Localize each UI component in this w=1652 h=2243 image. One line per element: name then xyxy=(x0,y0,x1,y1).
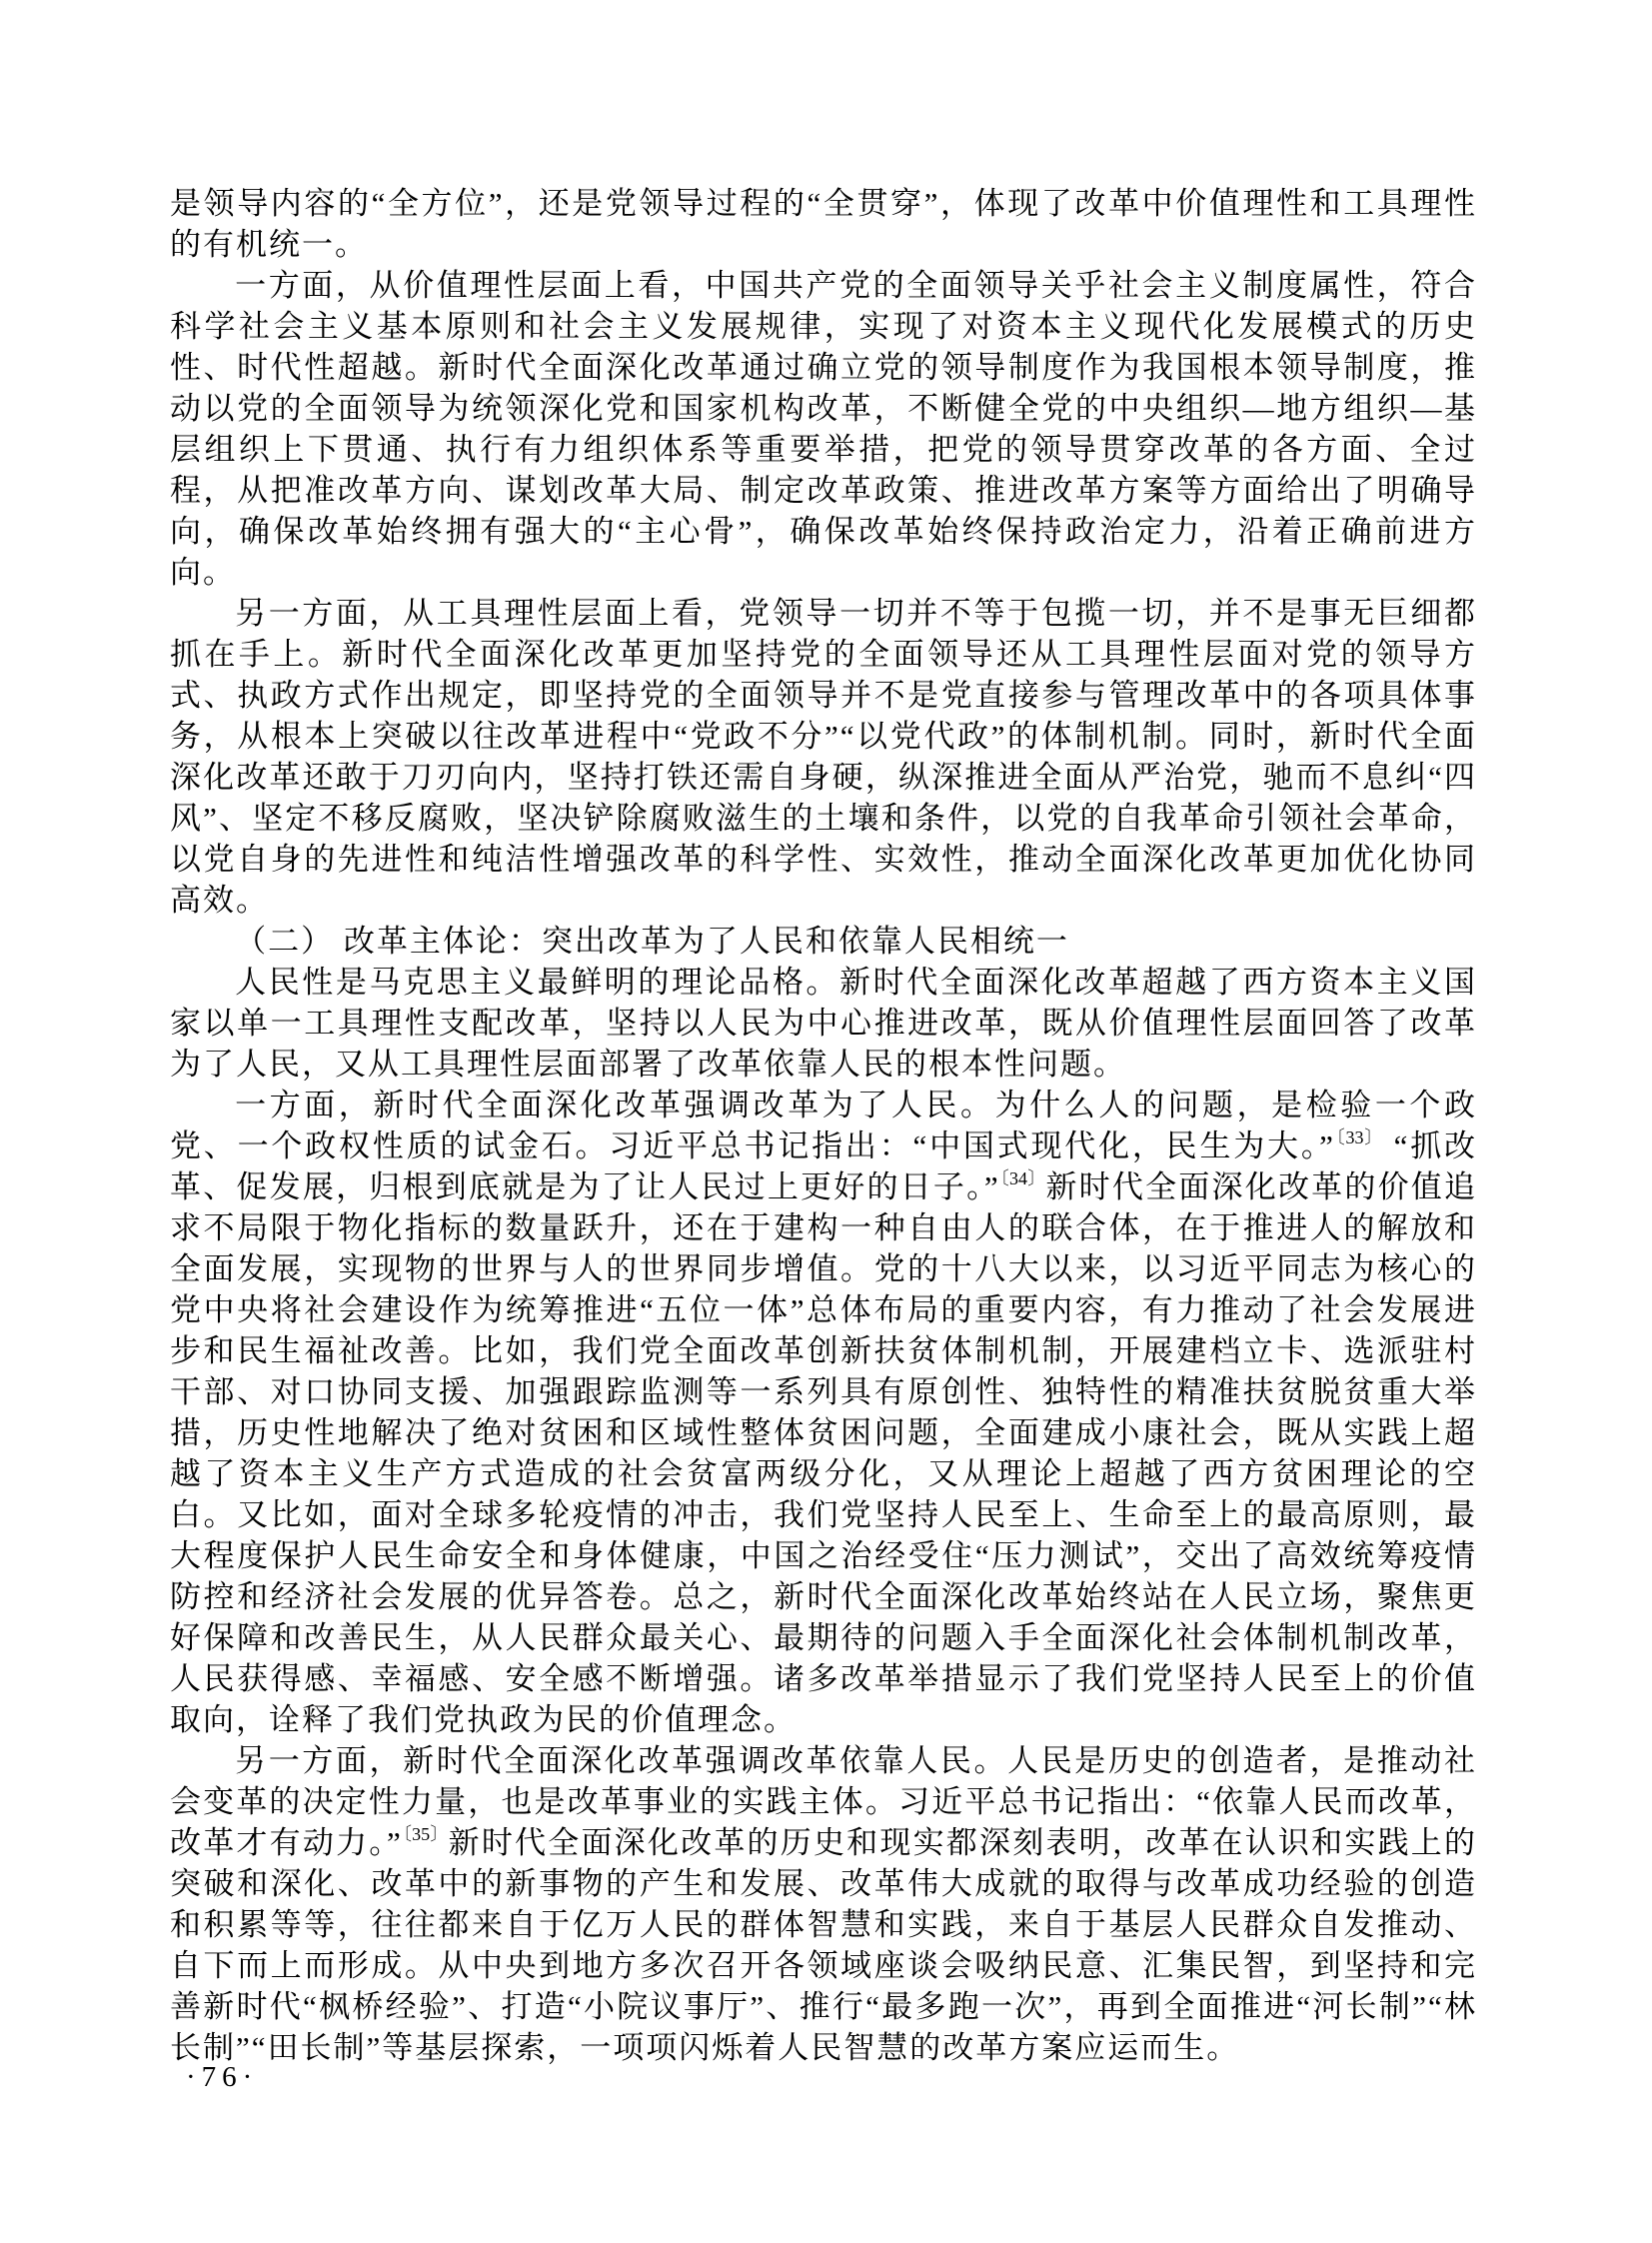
page-number: ·76· xyxy=(186,2061,259,2093)
paragraph-continuation: 是领导内容的“全方位”，还是党领导过程的“全贯穿”，体现了改革中价值理性和工具理性的有机统一。 xyxy=(170,186,1477,262)
footnote-ref-35: 〔35〕 xyxy=(402,1824,449,1844)
paragraph-text: 一方面，新时代全面深化改革强调改革为了人民。为什么人的问题，是检验一个政党、一个政权性质的试金石。习近平总书记指出：“中国式现代化，民生为大。” xyxy=(170,1088,1477,1163)
paragraph-text: 新时代全面深化改革的价值追求不局限于物化指标的数量跃升，还在于建构一种自由人的联合体，在于推进人的解放和全面发展，实现物的世界与人的世界同步增值。党的十八大以来，以习近平同志为核心的党中央将社会建设作为统筹推进“五位一体”总体布局的重要内容，有力推动了社会发展进步和民生福祉改善。比如，我们党全面改革创新扶贫体制机制，开展建档立卡、选派驻村干部、对口协同支援、加强跟踪监测等一系列具有原创性、独特性的精准扶贫脱贫重大举措，历史性地解决了绝对贫困和区域性整体贫困问题，全面建成小康社会，既从实践上超越了资本主义生产方式造成的社会贫富两级分化，又从理论上超越了西方贫困理论的空白。又比如，面对全球多轮疫情的冲击，我们党坚持人民至上、生命至上的最高原则，最大程度保护人民生命安全和身体健康，中国之治经受住“压力测试”，交出了高效统筹疫情防控和经济社会发展的优异答卷。总之，新时代全面深化改革始终站在人民立场，聚焦更好保障和改善民生，从人民群众最关心、最期待的问题入手全面深化社会体制机制改革，人民获得感、幸福感、安全感不断增强。诸多改革举措显示了我们党坚持人民至上的价值取向，诠释了我们党执政为民的价值理念。 xyxy=(170,1169,1478,1737)
paragraph-text: “抓改革、促发展，归根到底就是为了让人民过上更好的日子。” xyxy=(170,1128,1477,1204)
paragraph-instrumental-rationality: 另一方面，从工具理性层面上看，党领导一切并不等于包揽一切，并不是事无巨细都抓在手上。新时代全面深化改革更加坚持党的全面领导还从工具理性层面对党的领导方式、执政方式作出规定，即坚持党的全面领导并不是党直接参与管理改革中的各项具体事务，从根本上突破以往改革进程中“党政不分”“以党代政”的体制机制。同时，新时代全面深化改革还敢于刀刃向内，坚持打铁还需自身硬，纵深推进全面从严治党，驰而不息纠“四风”、坚定不移反腐败，坚决铲除腐败滋生的土壤和条件，以党的自我革命引领社会革命，以党自身的先进性和纯洁性增强改革的科学性、实效性，推动全面深化改革更加优化协同高效。 xyxy=(170,596,1477,918)
footnote-ref-34: 〔34〕 xyxy=(999,1168,1046,1188)
article-body xyxy=(170,183,1477,2068)
paragraph-reform-for-people xyxy=(170,1085,1477,1740)
paragraph-value-rationality: 一方面，从价值理性层面上看，中国共产党的全面领导关乎社会主义制度属性，符合科学社会主义基本原则和社会主义发展规律，实现了对资本主义现代化发展模式的历史性、时代性超越。新时代全面深化改革通过确立党的领导制度作为我国根本领导制度，推动以党的全面领导为统领深化党和国家机构改革，不断健全党的中央组织—地方组织—基层组织上下贯通、执行有力组织体系等重要举措，把党的领导贯穿改革的各方面、全过程，从把准改革方向、谋划改革大局、制定改革政策、推进改革方案等方面给出了明确导向，确保改革始终拥有强大的“主心骨”，确保改革始终保持政治定力，沿着正确前进方向。 xyxy=(170,268,1477,590)
paragraph-text: 另一方面，新时代全面深化改革强调改革依靠人民。人民是历史的创造者，是推动社会变革的决定性力量，也是改革事业的实践主体。习近平总书记指出：“依靠人民而改革，改革才有动力。” xyxy=(170,1743,1477,1860)
paragraph-reform-relying-on-people xyxy=(170,1740,1477,2068)
section-heading: （二） 改革主体论：突出改革为了人民和依靠人民相统一 xyxy=(235,924,1069,959)
footnote-ref-33: 〔33〕 xyxy=(1334,1127,1384,1147)
paragraph-text: 新时代全面深化改革的历史和现实都深刻表明，改革在认识和实践上的突破和深化、改革中的新事物的产生和发展、改革伟大成就的取得与改革成功经验的创造和积累等等，往往都来自于亿万人民的群体智慧和实践，来自于基层人民群众自发推动、自下而上而形成。从中央到地方多次召开各领域座谈会吸纳民意、汇集民智，到坚持和完善新时代“枫桥经验”、打造“小院议事厅”、推行“最多跑一次”，再到全面推进“河长制”“林长制”“田长制”等基层探索，一项项闪烁着人民智慧的改革方案应运而生。 xyxy=(170,1825,1477,2065)
paragraph-people-character: 人民性是马克思主义最鲜明的理论品格。新时代全面深化改革超越了西方资本主义国家以单一工具理性支配改革，坚持以人民为中心推进改革，既从价值理性层面回答了改革为了人民，又从工具理性层面部署了改革依靠人民的根本性问题。 xyxy=(170,965,1477,1082)
